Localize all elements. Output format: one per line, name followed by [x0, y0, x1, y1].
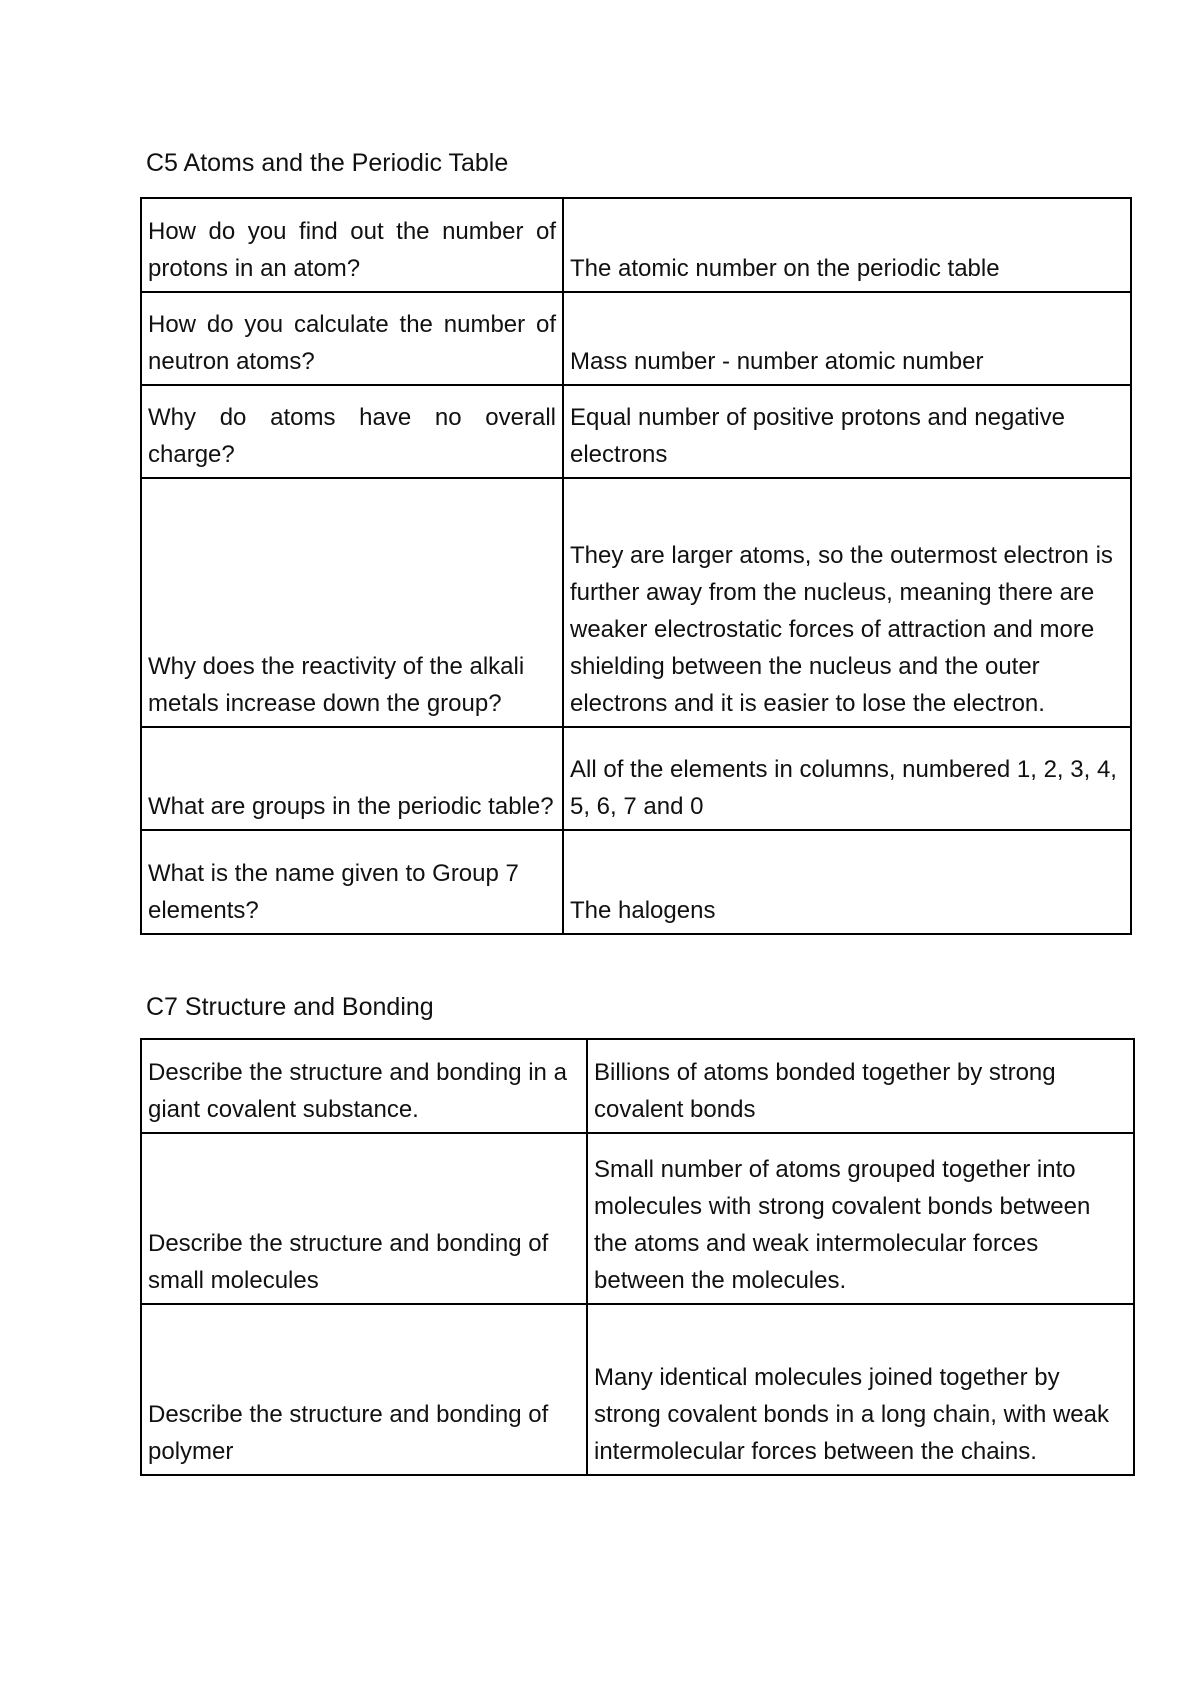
c7-qa-table — [140, 1038, 1135, 1476]
question-cell: How do you find out the number of protons in an atom? — [141, 198, 563, 292]
table-row — [141, 292, 1131, 385]
answer-cell: Mass number - number atomic number — [563, 292, 1131, 385]
question-cell: What are groups in the periodic table? — [141, 727, 563, 830]
answer-cell: Many identical molecules joined together by strong covalent bonds in a long chain, with weak intermolecular forces between the chains. — [587, 1304, 1134, 1475]
table-row — [141, 385, 1131, 478]
question-cell: How do you calculate the number of neutron atoms? — [141, 292, 563, 385]
question-cell: Describe the structure and bonding of small molecules — [141, 1133, 587, 1304]
answer-cell: All of the elements in columns, numbered 1, 2, 3, 4, 5, 6, 7 and 0 — [563, 727, 1131, 830]
section-title-c7: C7 Structure and Bonding — [146, 993, 434, 1021]
question-cell: Why does the reactivity of the alkali metals increase down the group? — [141, 478, 563, 727]
table-row — [141, 1039, 1134, 1133]
answer-cell: Equal number of positive protons and negative electrons — [563, 385, 1131, 478]
answer-cell: The atomic number on the periodic table — [563, 198, 1131, 292]
table-row — [141, 1304, 1134, 1475]
answer-cell: They are larger atoms, so the outermost electron is further away from the nucleus, meaning there are weaker electrostatic forces of attraction and more shielding between the nucleus and the outer electrons and it is easier to lose the electron. — [563, 478, 1131, 727]
question-cell: What is the name given to Group 7 elements? — [141, 830, 563, 934]
answer-cell: Small number of atoms grouped together into molecules with strong covalent bonds between the atoms and weak intermolecular forces between the molecules. — [587, 1133, 1134, 1304]
table-row — [141, 478, 1131, 727]
question-cell: Describe the structure and bonding of polymer — [141, 1304, 587, 1475]
section-title-c5: C5 Atoms and the Periodic Table — [146, 149, 509, 177]
table-row — [141, 198, 1131, 292]
question-cell: Why do atoms have no overall charge? — [141, 385, 563, 478]
question-cell: Describe the structure and bonding in a giant covalent substance. — [141, 1039, 587, 1133]
table-row — [141, 727, 1131, 830]
table-row — [141, 830, 1131, 934]
table-row — [141, 1133, 1134, 1304]
c5-qa-table — [140, 197, 1132, 935]
answer-cell: The halogens — [563, 830, 1131, 934]
answer-cell: Billions of atoms bonded together by strong covalent bonds — [587, 1039, 1134, 1133]
